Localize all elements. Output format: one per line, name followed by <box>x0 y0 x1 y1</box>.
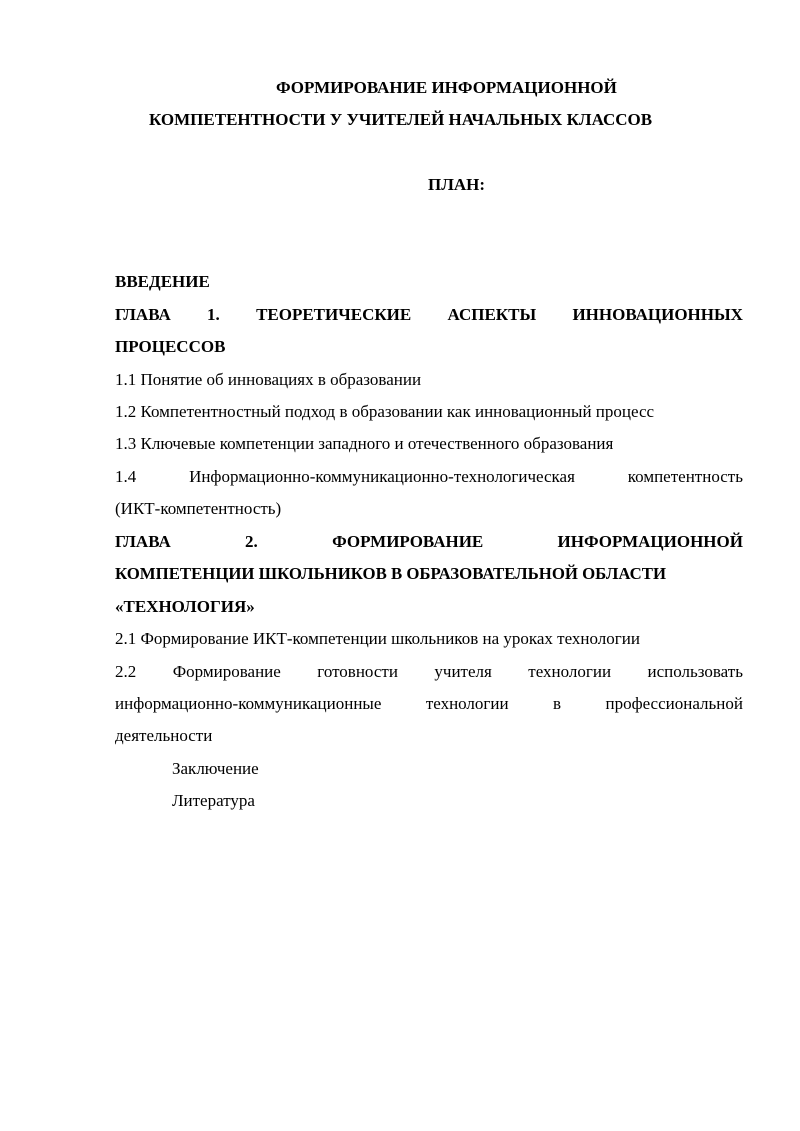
document-title-line-1: ФОРМИРОВАНИЕ ИНФОРМАЦИОННОЙ <box>276 78 617 97</box>
toc-section-2-2-line-3: деятельности <box>115 726 213 745</box>
toc-section-2-2-line-2 <box>115 694 743 714</box>
toc-word: использовать <box>647 662 743 681</box>
toc-word: ГЛАВА <box>115 305 171 324</box>
toc-word: технологии <box>528 662 612 681</box>
toc-word: профессиональной <box>605 694 743 713</box>
toc-word: учителя <box>434 662 492 681</box>
toc-word: информационно-коммуникационные <box>115 694 382 713</box>
toc-chapter-1-line-2: ПРОЦЕССОВ <box>115 337 226 356</box>
toc-introduction: ВВЕДЕНИЕ <box>115 272 210 291</box>
toc-conclusion: Заключение <box>172 759 259 778</box>
toc-section-2-1: 2.1 Формирование ИКТ-компетенции школьников на уроках технологии <box>115 629 640 648</box>
toc-word: ИНФОРМАЦИОННОЙ <box>557 532 743 551</box>
toc-word: Информационно-коммуникационно-технологическая <box>189 467 575 486</box>
toc-section-2-2-line-1 <box>115 662 743 682</box>
plan-heading: ПЛАН: <box>428 175 486 194</box>
toc-chapter-2-line-1 <box>115 532 743 552</box>
toc-literature: Литература <box>172 791 255 810</box>
toc-word: 2.2 <box>115 662 137 681</box>
document-title-line-2: КОМПЕТЕНТНОСТИ У УЧИТЕЛЕЙ НАЧАЛЬНЫХ КЛАССОВ <box>149 110 653 129</box>
toc-section-1-3: 1.3 Ключевые компетенции западного и отечественного образования <box>115 434 614 453</box>
toc-word: ТЕОРЕТИЧЕСКИЕ <box>256 305 412 324</box>
toc-section-1-1: 1.1 Понятие об инновациях в образовании <box>115 370 422 389</box>
toc-chapter-2-line-2: КОМПЕТЕНЦИИ ШКОЛЬНИКОВ В ОБРАЗОВАТЕЛЬНОЙ ОБЛАСТИ <box>115 564 666 583</box>
toc-word: ГЛАВА <box>115 532 171 551</box>
toc-chapter-1-line-1 <box>115 305 743 325</box>
toc-word: 1.4 <box>115 467 137 486</box>
toc-word: ФОРМИРОВАНИЕ <box>332 532 484 551</box>
toc-word: технологии <box>425 694 509 713</box>
toc-word: Формирование <box>172 662 281 681</box>
toc-word: готовности <box>317 662 398 681</box>
toc-word: АСПЕКТЫ <box>447 305 537 324</box>
toc-section-1-4-line-2: (ИКТ-компетентность) <box>115 499 282 518</box>
toc-word: ИННОВАЦИОННЫХ <box>572 305 743 324</box>
toc-chapter-2-line-3: «ТЕХНОЛОГИЯ» <box>115 597 255 616</box>
toc-word: компетентность <box>627 467 743 486</box>
toc-section-1-4-line-1 <box>115 467 743 487</box>
toc-word: 2. <box>245 532 258 551</box>
toc-word: в <box>553 694 562 713</box>
toc-section-1-2: 1.2 Компетентностный подход в образовании как инновационный процесс <box>115 402 655 421</box>
toc-word: 1. <box>207 305 220 324</box>
